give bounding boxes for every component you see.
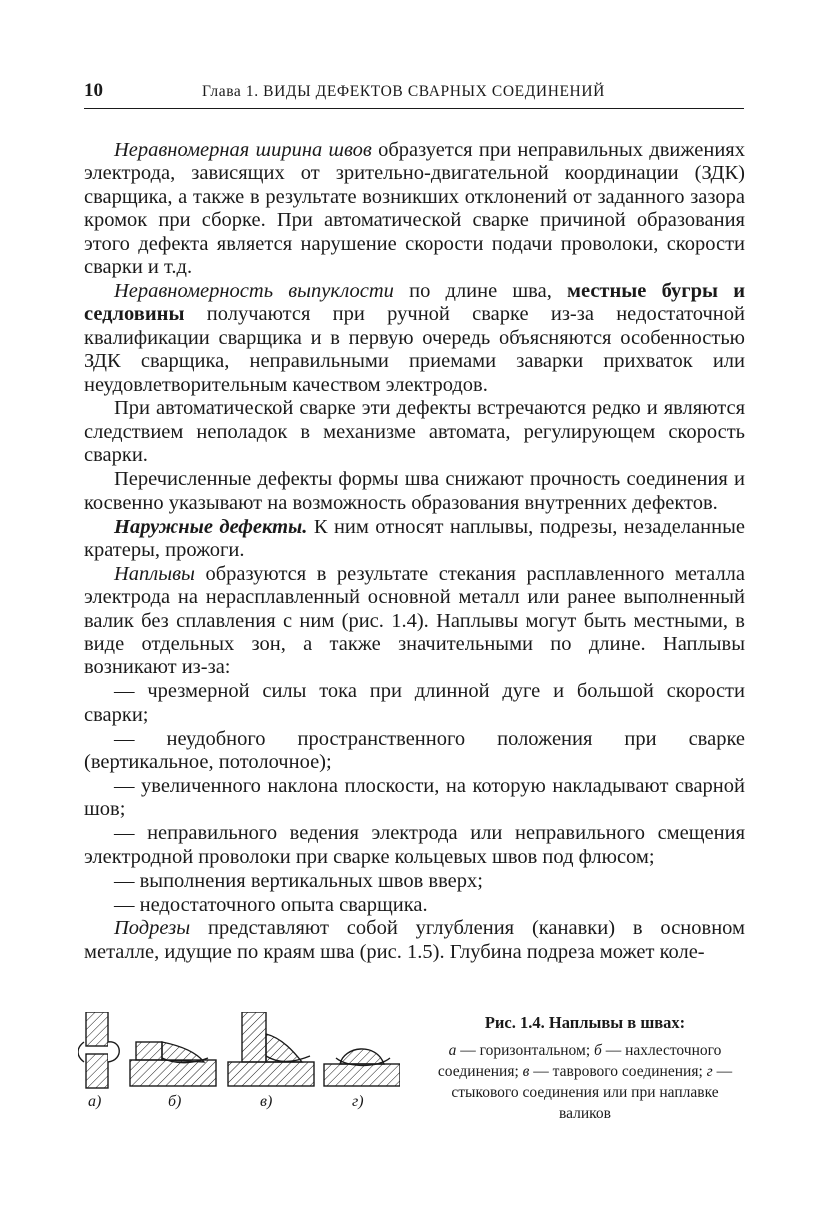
figure-caption (424, 1012, 746, 1124)
drawing-b (130, 1042, 216, 1086)
caption-letter: а (448, 1042, 457, 1059)
drawing-a (78, 1012, 119, 1088)
caption-item-text: — нахлесточного соединения; (437, 1042, 722, 1080)
caption-item-text: — горизонтальном; (456, 1042, 595, 1059)
text-run: — чрезмерной силы тока при длинной дуге и большой скорости сварки; (84, 680, 745, 726)
emphasis-term: Неравномерная ширина швов (114, 139, 372, 161)
text-run: образуются в результате стекания расплавленного металла электрода на нерасплавленный основной металл или ранее выполненный валик без сплавления с ним (рис. 1.4). Наплывы могут быть местными, в виде отдельных зон, а также значительными по длине. Наплывы возникают из-за: (84, 562, 745, 679)
emphasis-term: Наружные дефекты. (114, 515, 308, 538)
text-run: К ним относят наплывы, подрезы, незаделанные кратеры, прожоги. (84, 515, 745, 561)
figure-label-b: б) (168, 1093, 182, 1110)
text-run: представляют собой углубления (канавки) в основном металле, идущие по краям шва (рис. 1.5). Глубина подреза может коле- (84, 917, 745, 963)
emphasis-term: Неравномерность выпуклости (114, 279, 394, 302)
drawing-v (228, 1012, 314, 1086)
text-run: Перечисленные дефекты формы шва снижают прочность соединения и косвенно указывают на возможность образования внутренних дефектов. (84, 468, 745, 514)
caption-item-text: — таврового соединения; (529, 1063, 707, 1080)
drawing-g (324, 1049, 400, 1086)
paragraph (84, 894, 745, 917)
text-run: образуется при неправильных движениях электрода, зависящих от зрительно-двигательной координации (ЗДК) сварщика, а также в результате возникших отклонений от заданного зазора кромок при сборке. При автоматической сварке причиной образования этого дефекта является нарушение скорости подачи проволоки, скорости сварки и т.д. (84, 139, 745, 279)
caption-letter: в (522, 1063, 530, 1080)
paragraph (84, 468, 745, 515)
paragraph (84, 728, 745, 775)
caption-item-text: — стыкового соединения или при наплавке валиков (451, 1063, 733, 1122)
text-run: — увеличенного наклона плоскости, на которую накладывают сварной шов; (84, 774, 745, 821)
paragraph (84, 775, 745, 822)
paragraph (84, 680, 745, 727)
paragraph (84, 822, 745, 869)
caption-letter: б (594, 1042, 602, 1059)
text-run: по длине шва, (393, 279, 567, 302)
text-run: При автоматической сварке эти дефекты встречаются редко и являются следствием неполадок в механизме автомата, регулирующем скорость сварки. (84, 397, 745, 467)
emphasis-term: Подрезы (114, 917, 191, 940)
body-text (84, 139, 745, 964)
text-run: — неудобного пространственного положения при сварке (вертикальное, потолочное); (84, 727, 745, 774)
text-run: — недостаточного опыта сварщика. (114, 893, 428, 916)
paragraph (84, 280, 745, 397)
page-header (84, 80, 744, 109)
paragraph (84, 870, 745, 893)
emphasis-term: местные бугры и седловины (84, 279, 746, 326)
page-number: 10 (84, 80, 103, 101)
figure-caption-text (424, 1040, 746, 1124)
paragraph (84, 397, 745, 467)
emphasis-term: Наплывы (114, 562, 195, 585)
text-run: — выполнения вертикальных швов вверх; (114, 869, 483, 892)
paragraph (84, 917, 745, 964)
paragraph (84, 139, 745, 279)
paragraph (84, 516, 745, 563)
figure-label-v: в) (260, 1093, 273, 1110)
text-run: получаются при ручной сварке из-за недостаточной квалификации сварщика и в первую очередь объясняются особенностью ЗДК сварщика, неправильными приемами заварки прихваток или неудовлетворительным качеством электродов. (84, 303, 745, 396)
paragraph (84, 563, 745, 680)
figure-caption-title: Рис. 1.4. Наплывы в швах: (484, 1013, 686, 1032)
caption-letter: г (706, 1063, 713, 1080)
running-head: Глава 1. ВИДЫ ДЕФЕКТОВ СВАРНЫХ СОЕДИНЕНИЙ (202, 83, 605, 100)
figure-label-a: а) (88, 1093, 102, 1110)
text-run: — неправильного ведения электрода или неправильного смещения электродной проволоки при сварке кольцевых швов под флюсом; (84, 822, 745, 868)
figure-label-g: г) (352, 1093, 364, 1110)
